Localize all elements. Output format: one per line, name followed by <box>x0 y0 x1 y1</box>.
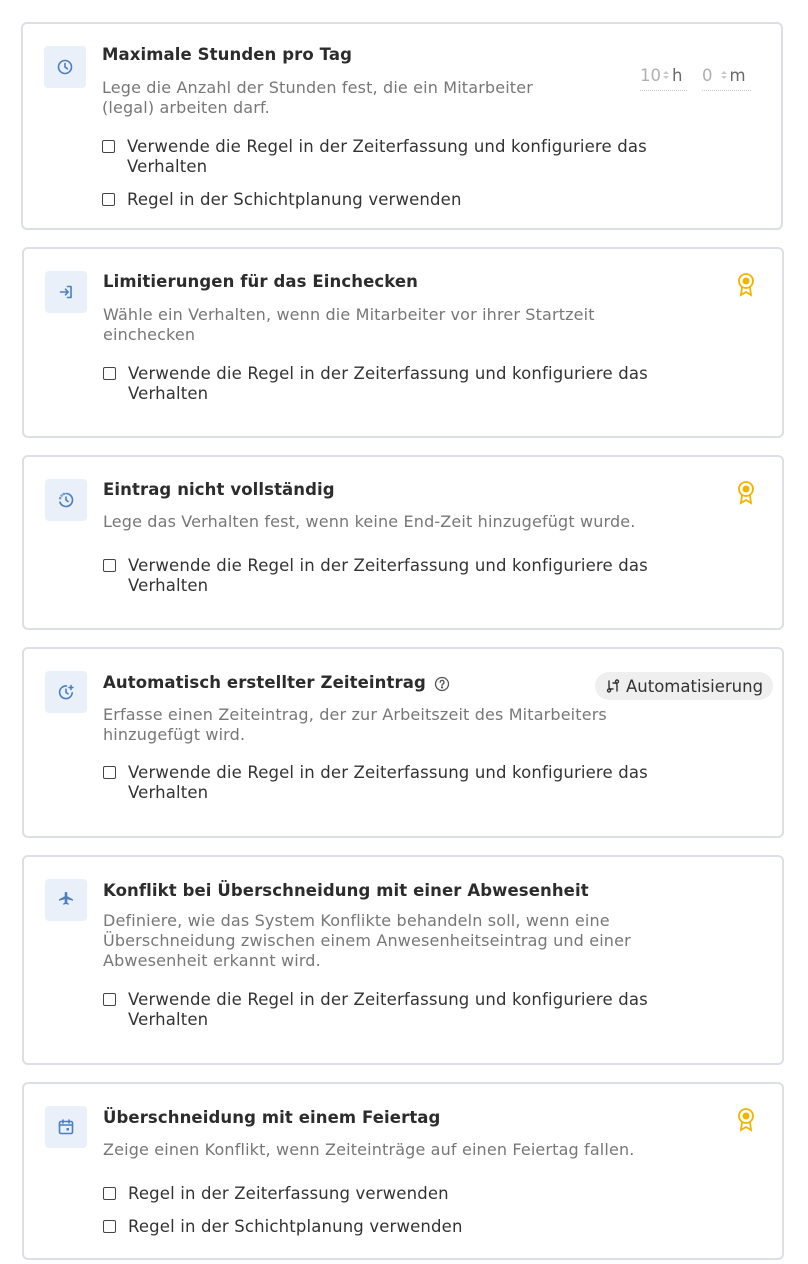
card-description: Zeige einen Konflikt, wenn Zeiteinträge auf einen Feiertag fallen. <box>103 1140 635 1159</box>
minutes-stepper[interactable] <box>721 69 727 81</box>
checkbox-option[interactable] <box>102 190 462 210</box>
automation-icon <box>606 679 620 693</box>
minutes-unit: m <box>729 65 746 85</box>
checkbox[interactable] <box>103 1220 116 1233</box>
hours-input[interactable] <box>640 60 687 91</box>
premium-badge-icon <box>736 1107 756 1133</box>
card-title: Maximale Stunden pro Tag <box>102 45 353 64</box>
card-description: Lege das Verhalten fest, wenn keine End-Zeit hinzugefügt wurde. <box>103 512 636 531</box>
minutes-input[interactable] <box>702 60 751 91</box>
checkbox-option[interactable] <box>103 556 688 596</box>
checkbox[interactable] <box>103 367 116 380</box>
rule-card-auto-entry <box>22 647 784 838</box>
rule-card-absence-conflict <box>22 855 784 1065</box>
checkbox-option[interactable] <box>103 990 688 1030</box>
calendar-icon <box>45 1106 87 1148</box>
checkbox[interactable] <box>102 193 115 206</box>
incomplete-clock-icon <box>45 479 87 521</box>
rule-card-check-in-limits <box>22 247 784 438</box>
rule-card-max-hours <box>21 22 783 230</box>
clock-icon <box>44 46 86 88</box>
hours-unit: h <box>672 65 683 85</box>
checkbox[interactable] <box>103 1187 116 1200</box>
hours-stepper[interactable] <box>663 69 669 81</box>
checkbox-label: Regel in der Schichtplanung verwenden <box>128 1217 463 1236</box>
checkbox-option[interactable] <box>102 137 687 177</box>
check-in-icon <box>45 271 87 313</box>
premium-badge-icon <box>736 272 756 298</box>
card-description: Definiere, wie das System Konflikte behandeln soll, wenn eine Überschneidung zwischen einem Anwesenheitseintrag und einer Abwesenheit erkannt wird. <box>103 911 631 970</box>
card-title-text: Automatisch erstellter Zeiteintrag <box>103 673 426 692</box>
card-title: Überschneidung mit einem Feiertag <box>103 1108 441 1127</box>
card-title <box>103 673 450 692</box>
checkbox-label: Verwende die Regel in der Zeiterfassung und konfiguriere das Verhalten <box>128 763 648 802</box>
card-title: Eintrag nicht vollständig <box>103 480 335 499</box>
checkbox-option[interactable] <box>103 364 688 404</box>
checkbox[interactable] <box>103 993 116 1006</box>
help-icon[interactable] <box>434 676 450 692</box>
automation-tag-label: Automatisierung <box>626 676 764 696</box>
checkbox-option[interactable] <box>103 1217 463 1237</box>
card-description: Wähle ein Verhalten, wenn die Mitarbeiter vor ihrer Startzeit einchecken <box>103 305 595 344</box>
rule-card-incomplete-entry <box>22 455 784 630</box>
checkbox-option[interactable] <box>103 1184 449 1204</box>
airplane-icon <box>45 879 87 921</box>
hours-value: 10 <box>640 65 661 85</box>
checkbox-label: Regel in der Zeiterfassung verwenden <box>128 1184 449 1203</box>
checkbox-label: Verwende die Regel in der Zeiterfassung und konfiguriere das Verhalten <box>128 556 648 595</box>
automation-tag <box>595 672 773 700</box>
checkbox[interactable] <box>103 766 116 779</box>
checkbox-label: Verwende die Regel in der Zeiterfassung und konfiguriere das Verhalten <box>128 990 648 1029</box>
card-title: Limitierungen für das Einchecken <box>103 272 419 291</box>
checkbox[interactable] <box>103 559 116 572</box>
checkbox-option[interactable] <box>103 763 688 803</box>
card-title: Konflikt bei Überschneidung mit einer Abwesenheit <box>103 881 589 900</box>
clock-plus-icon <box>45 671 87 713</box>
minutes-value: 0 <box>702 65 713 85</box>
checkbox[interactable] <box>102 140 115 153</box>
checkbox-label: Verwende die Regel in der Zeiterfassung und konfiguriere das Verhalten <box>127 137 647 176</box>
checkbox-label: Verwende die Regel in der Zeiterfassung und konfiguriere das Verhalten <box>128 364 648 403</box>
premium-badge-icon <box>736 480 756 506</box>
card-description: Erfasse einen Zeiteintrag, der zur Arbeitszeit des Mitarbeiters hinzugefügt wird. <box>103 705 607 744</box>
rule-card-holiday-overlap <box>22 1082 784 1260</box>
checkbox-label: Regel in der Schichtplanung verwenden <box>127 190 462 209</box>
card-description: Lege die Anzahl der Stunden fest, die ein Mitarbeiter (legal) arbeiten darf. <box>102 78 533 117</box>
